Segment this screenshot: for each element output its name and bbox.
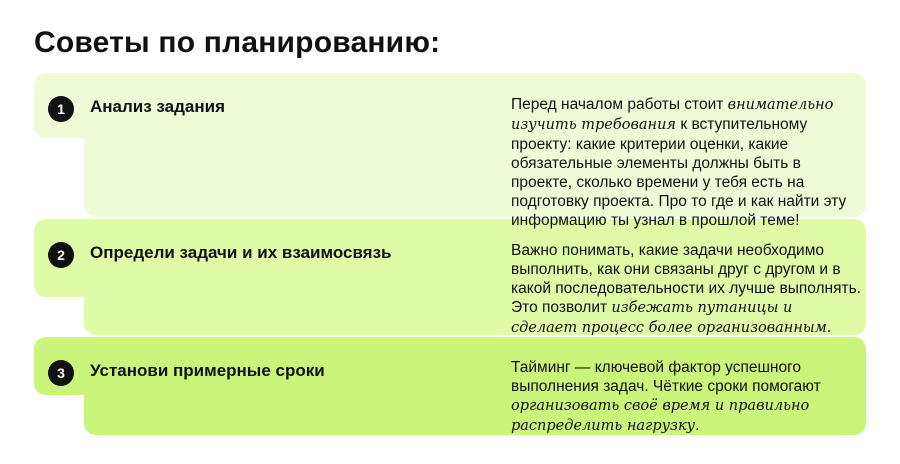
- step-number-badge: 3: [48, 360, 74, 386]
- tip-heading: Анализ задания: [90, 97, 225, 116]
- tip-description: [511, 241, 861, 338]
- tip-description: [511, 95, 861, 230]
- desc-emphasis: организовать своё время и правильно распределить нагрузку.: [511, 398, 810, 434]
- step-number-badge: 2: [48, 242, 74, 268]
- desc-emphasis: избежать путаницы и сделает процесс более организованным.: [511, 300, 832, 336]
- page-title: Советы по планированию:: [34, 26, 441, 59]
- desc-emphasis: внимательно изучить требования: [511, 97, 834, 133]
- tip-card-3: [34, 337, 866, 435]
- desc-text: Тайминг — ключевой фактор успешного выполнения задач. Чёткие сроки помогают: [511, 359, 821, 395]
- desc-text: к вступительному проекту: какие критерии оценки, какие обязательные элементы должны быть в проекте, сколько времени у тебя есть на подготовку проекта. Про то где и как найти эту информацию ты узнал в прошлой теме!: [511, 116, 847, 229]
- desc-text: Перед началом работы стоит: [511, 96, 728, 113]
- tip-heading: Установи примерные сроки: [90, 361, 325, 380]
- tip-description: [511, 358, 861, 436]
- tip-card-1: [34, 73, 866, 229]
- desc-text: Важно понимать, какие задачи необходимо выполнить, как они связаны друг с другом и в какой последовательности их лучше выполнять. Это позволит: [511, 242, 861, 316]
- step-number-badge: 1: [48, 96, 74, 122]
- tip-heading: Определи задачи и их взаимосвязь: [90, 243, 392, 262]
- tip-card-2: [34, 219, 866, 335]
